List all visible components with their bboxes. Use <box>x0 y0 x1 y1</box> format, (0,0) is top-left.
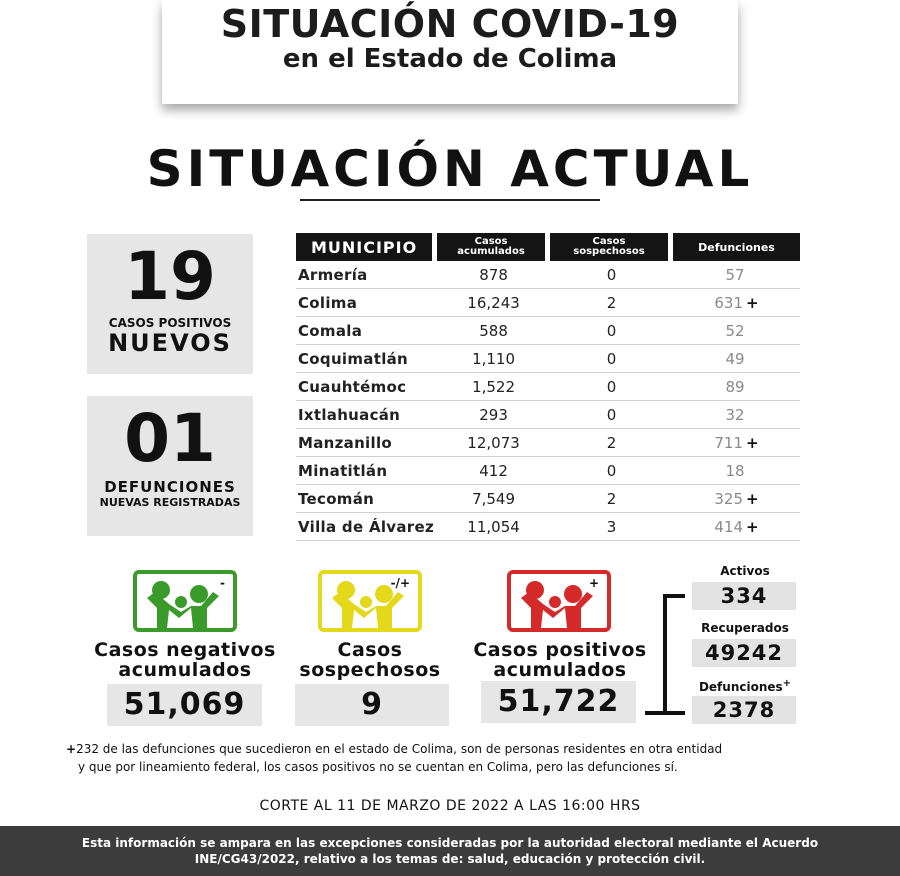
new-cases-label-top: CASOS POSITIVOS <box>108 316 232 330</box>
acumulados-cell-text: 588 <box>479 321 508 340</box>
activos-value: 334 <box>692 582 796 610</box>
acumulados-cell <box>437 457 550 485</box>
acumulados-cell <box>437 429 550 457</box>
sospechosos-cell-text: 2 <box>606 433 617 452</box>
table-row <box>296 485 800 513</box>
negative-value: 51,069 <box>107 684 262 726</box>
municipio-cell-text: Armería <box>298 265 368 284</box>
table-body <box>296 261 800 541</box>
municipio-cell <box>296 373 437 401</box>
municipality-table <box>296 233 800 541</box>
bracket-top <box>663 594 685 598</box>
header-casos-sospechosos-2: sospechosos <box>573 246 645 257</box>
defunciones-value: 2378 <box>692 696 796 724</box>
plus-mark: + <box>746 489 759 508</box>
table-row <box>296 289 800 317</box>
positive-sign: + <box>588 576 599 590</box>
table-row <box>296 373 800 401</box>
defunciones-cell-text: 57 <box>725 265 745 284</box>
legal-disclaimer-bar <box>0 826 900 876</box>
negative-label <box>90 640 280 680</box>
positive-family-icon-box <box>507 570 611 632</box>
sospechosos-cell-text: 0 <box>606 349 617 368</box>
bracket-vertical <box>663 594 667 714</box>
recuperados-label: Recuperados <box>701 621 789 635</box>
defunciones-cell <box>673 345 800 373</box>
acumulados-cell-text: 16,243 <box>467 293 520 312</box>
header-casos-sospechosos-1: Casos <box>592 236 626 247</box>
defunciones-cell <box>673 485 800 513</box>
header-municipio: MUNICIPIO <box>296 233 437 261</box>
sospechosos-cell <box>550 429 673 457</box>
defunciones-cell-text: 711 <box>714 433 744 452</box>
defunciones-cell-text: 52 <box>725 321 745 340</box>
activos-label: Activos <box>720 564 770 578</box>
sospechosos-cell <box>550 261 673 289</box>
defunciones-cell-text: 18 <box>725 461 745 480</box>
table-row <box>296 429 800 457</box>
plus-mark: + <box>746 517 759 536</box>
header-casos-acumulados-2: acumulados <box>457 246 525 257</box>
header-defunciones: Defunciones <box>673 233 800 261</box>
municipio-cell-text: Cuauhtémoc <box>298 377 407 396</box>
acumulados-cell <box>437 401 550 429</box>
sospechosos-cell-text: 0 <box>606 461 617 480</box>
acumulados-cell <box>437 485 550 513</box>
defunciones-label: Defunciones <box>698 680 783 694</box>
new-deaths-label-big: DEFUNCIONES <box>104 478 236 496</box>
negative-family-icon-box <box>133 570 237 632</box>
acumulados-cell <box>437 261 550 289</box>
defunciones-cell <box>673 401 800 429</box>
suspect-sign: -/+ <box>390 576 410 590</box>
disclaimer-line-2: INE/CG43/2022, relativo a los temas de: salud, educación y protección civil. <box>194 852 706 866</box>
footnote-line-1 <box>66 740 856 758</box>
positive-label <box>465 640 655 680</box>
defunciones-cell <box>673 317 800 345</box>
header-casos-acumulados-1: Casos <box>474 236 508 247</box>
table-row <box>296 317 800 345</box>
municipio-cell <box>296 485 437 513</box>
defunciones-label-wrap <box>690 678 800 694</box>
footnote <box>66 740 856 776</box>
defunciones-cell-text: 631 <box>714 293 744 312</box>
sospechosos-cell <box>550 457 673 485</box>
municipio-cell-text: Villa de Álvarez <box>298 517 434 536</box>
defunciones-cell <box>673 429 800 457</box>
municipio-cell <box>296 261 437 289</box>
sospechosos-cell <box>550 401 673 429</box>
recuperados-value: 49242 <box>692 639 796 667</box>
sospechosos-cell-text: 2 <box>606 489 617 508</box>
acumulados-cell <box>437 289 550 317</box>
sospechosos-cell-text: 0 <box>606 265 617 284</box>
sospechosos-cell-text: 2 <box>606 293 617 312</box>
new-deaths-box <box>87 396 253 536</box>
table-row <box>296 345 800 373</box>
footnote-text-2: y que por lineamiento federal, los casos positivos no se cuentan en Colima, pero las defunciones sí. <box>78 760 678 774</box>
municipio-cell <box>296 457 437 485</box>
positive-label-2: acumulados <box>493 659 627 681</box>
defunciones-cell-text: 49 <box>725 349 745 368</box>
defunciones-cell-text: 414 <box>714 517 744 536</box>
header-casos-acumulados <box>437 233 550 261</box>
acumulados-cell-text: 12,073 <box>467 433 520 452</box>
new-cases-number: 19 <box>124 238 216 315</box>
defunciones-cell <box>673 289 800 317</box>
municipio-cell <box>296 317 437 345</box>
municipio-cell <box>296 401 437 429</box>
page-title: SITUACIÓN COVID-19 <box>220 2 680 46</box>
sospechosos-cell <box>550 373 673 401</box>
table-row <box>296 261 800 289</box>
negative-label-2: acumulados <box>118 659 252 681</box>
footnote-text-1: 232 de las defunciones que sucedieron en el estado de Colima, son de personas residentes en otra entidad <box>76 742 723 756</box>
footnote-plus: + <box>66 742 77 756</box>
acumulados-cell-text: 878 <box>479 265 508 284</box>
suspect-label-2: sospechosos <box>299 659 441 681</box>
suspect-label-1: Casos <box>337 639 403 661</box>
positive-label-1: Casos positivos <box>473 639 647 661</box>
suspect-label <box>290 640 450 680</box>
acumulados-cell-text: 293 <box>479 405 508 424</box>
plus-mark: + <box>746 433 759 452</box>
acumulados-cell-text: 1,110 <box>472 349 516 368</box>
negative-sign: - <box>220 576 225 590</box>
defunciones-cell-text: 325 <box>714 489 744 508</box>
municipio-cell-text: Colima <box>298 293 358 312</box>
sospechosos-cell-text: 0 <box>606 321 617 340</box>
disclaimer-line-1: Esta información se ampara en las excepciones consideradas por la autoridad electoral mediante el Acuerdo <box>81 836 819 850</box>
municipio-cell-text: Comala <box>298 321 363 340</box>
acumulados-cell-text: 1,522 <box>472 377 516 396</box>
table-row <box>296 401 800 429</box>
municipio-cell-text: Coquimatlán <box>298 349 409 368</box>
municipio-cell <box>296 345 437 373</box>
bracket-bottom <box>645 711 685 715</box>
acumulados-cell-text: 11,054 <box>467 517 520 536</box>
header-casos-sospechosos <box>550 233 673 261</box>
municipio-cell-text: Ixtlahuacán <box>298 405 401 424</box>
municipio-cell-text: Manzanillo <box>298 433 392 452</box>
table-header-row <box>296 233 800 261</box>
suspect-value: 9 <box>295 684 449 726</box>
cutoff-date: CORTE AL 11 DE MARZO DE 2022 A LAS 16:00 HRS <box>259 798 641 814</box>
header-banner <box>162 0 738 104</box>
table-row <box>296 457 800 485</box>
new-deaths-label-sub: NUEVAS REGISTRADAS <box>99 496 241 509</box>
acumulados-cell <box>437 373 550 401</box>
new-cases-label-big: NUEVOS <box>108 329 232 357</box>
sospechosos-cell <box>550 317 673 345</box>
positive-value: 51,722 <box>481 681 636 723</box>
municipio-cell-text: Tecomán <box>298 489 375 508</box>
sospechosos-cell-text: 3 <box>606 517 617 536</box>
defunciones-cell <box>673 261 800 289</box>
sospechosos-cell-text: 0 <box>606 377 617 396</box>
acumulados-cell <box>437 317 550 345</box>
sospechosos-cell <box>550 513 673 541</box>
section-divider <box>300 199 600 201</box>
acumulados-cell <box>437 513 550 541</box>
acumulados-cell-text: 412 <box>479 461 508 480</box>
municipio-cell <box>296 429 437 457</box>
municipio-cell-text: Minatitlán <box>298 461 388 480</box>
defunciones-cell <box>673 373 800 401</box>
acumulados-cell <box>437 345 550 373</box>
defunciones-cell-text: 89 <box>725 377 745 396</box>
page-subtitle: en el Estado de Colima <box>282 44 618 74</box>
municipio-cell <box>296 289 437 317</box>
sospechosos-cell <box>550 345 673 373</box>
suspect-family-icon-box <box>318 570 422 632</box>
defunciones-plus: + <box>782 678 792 689</box>
new-deaths-number: 01 <box>124 400 216 477</box>
table-row <box>296 513 800 541</box>
defunciones-cell <box>673 513 800 541</box>
defunciones-cell <box>673 457 800 485</box>
sospechosos-cell-text: 0 <box>606 405 617 424</box>
defunciones-cell-text: 32 <box>725 405 745 424</box>
sospechosos-cell <box>550 289 673 317</box>
section-title: SITUACIÓN ACTUAL <box>146 140 754 198</box>
municipio-cell <box>296 513 437 541</box>
plus-mark: + <box>746 293 759 312</box>
sospechosos-cell <box>550 485 673 513</box>
acumulados-cell-text: 7,549 <box>472 489 516 508</box>
negative-label-1: Casos negativos <box>94 639 276 661</box>
new-cases-box <box>87 234 253 374</box>
